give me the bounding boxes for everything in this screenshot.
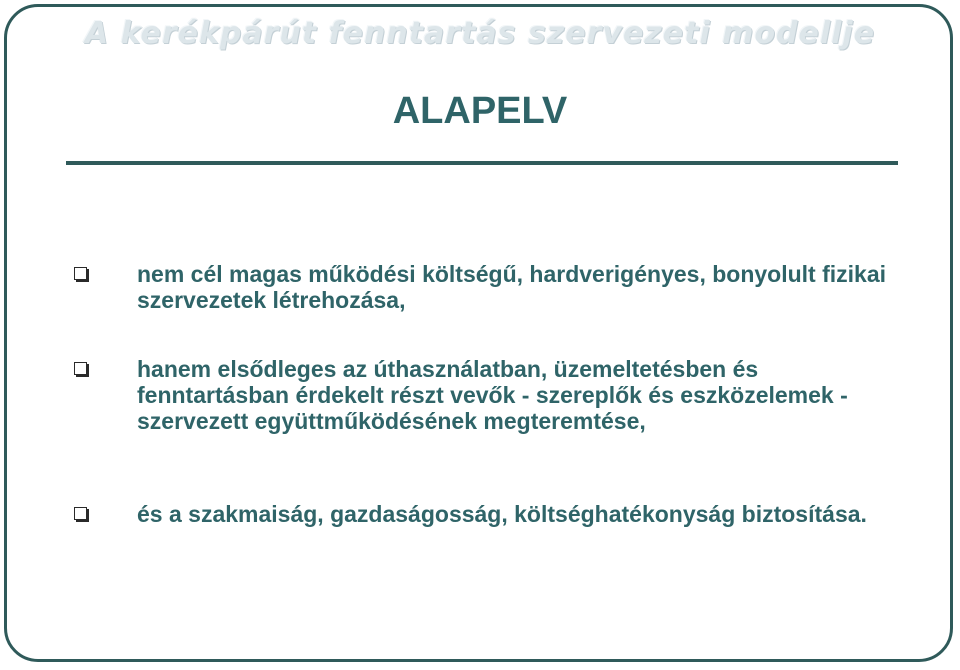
bullet-text: és a szakmaiság, gazdaságosság, költséghatékonyság biztosítása. xyxy=(137,501,867,527)
checkbox-bullet-icon xyxy=(74,362,87,375)
checkbox-bullet-icon xyxy=(74,267,87,280)
bullet-text: hanem elsődleges az úthasználatban, üzemeltetésben és fenntartásban érdekelt részt vevők - szereplők és eszközelemek - szervezett együttműködésének megteremtése, xyxy=(137,356,848,434)
checkbox-bullet-icon xyxy=(74,507,87,520)
header-title: A kerékpárút fenntartás szervezeti modellje xyxy=(84,16,876,51)
page-title: ALAPELV xyxy=(392,90,568,132)
bullet-text: nem cél magas működési költségű, hardverigényes, bonyolult fizikai szervezetek létrehozása, xyxy=(137,261,887,313)
